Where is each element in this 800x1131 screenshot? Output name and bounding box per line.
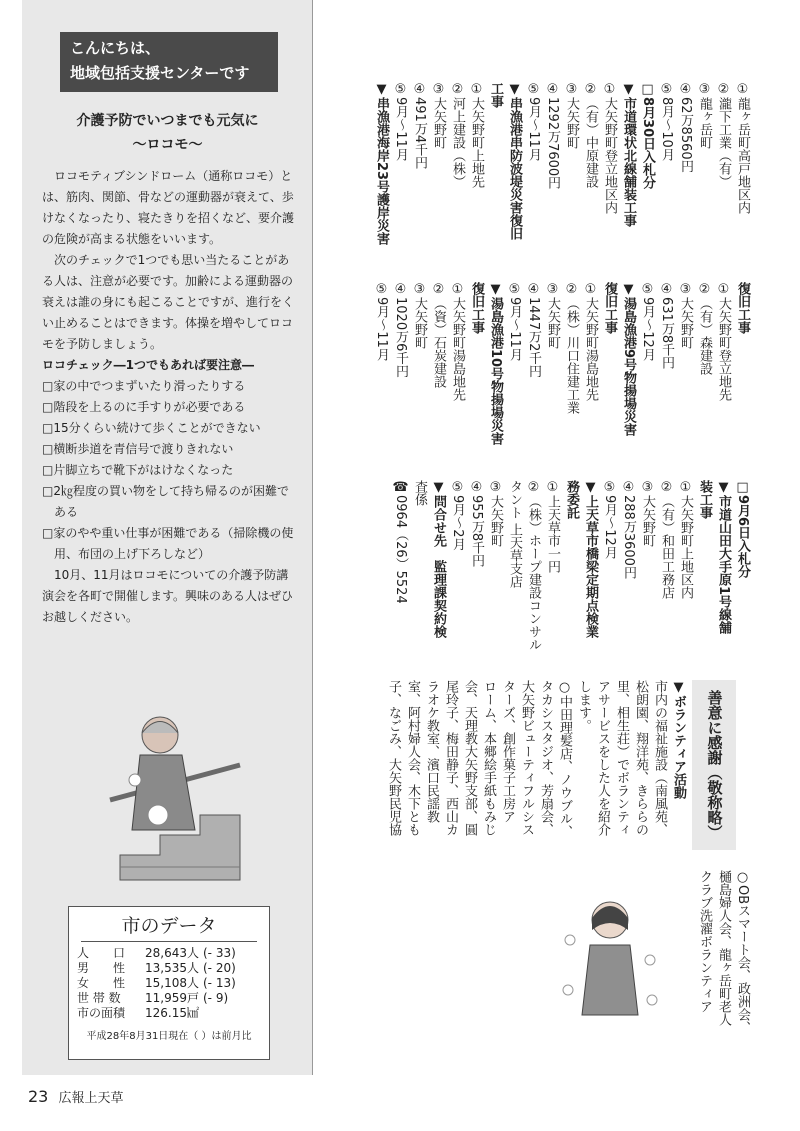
data-value: 28,643人 bbox=[145, 946, 199, 960]
bid-line: ①上天草市一円 bbox=[545, 480, 560, 573]
paragraph: 次のチェックで1つでも思い当たることがある人は、注意が必要です。加齢による運動器の衰えは誰の身にも起こることですが、進行をくい止めることはできます。体操を増やしてロコモを予防しましょう。 bbox=[42, 253, 295, 351]
data-row bbox=[69, 976, 269, 991]
data-row bbox=[69, 1006, 269, 1021]
bid-line: ▼湯島漁港9号物揚場災害 bbox=[621, 282, 636, 437]
bid-line: □8月30日入札分 bbox=[640, 82, 655, 190]
data-value: 126.15㎢ bbox=[145, 1006, 199, 1020]
data-note: 平成28年8月31日現在（ ）は前月比 bbox=[86, 1031, 252, 1042]
smiling-woman-illustration bbox=[560, 890, 660, 1030]
data-label: 人 口 bbox=[77, 946, 126, 960]
bid-line: 松朗園、翔洋苑、きららの bbox=[633, 680, 648, 836]
bid-line: ①大矢野町湯島地先 bbox=[450, 282, 465, 401]
bid-line: ②（有）森建設 bbox=[697, 282, 712, 375]
bid-line: ③大矢野町 bbox=[678, 282, 693, 349]
article-body bbox=[42, 166, 300, 628]
bid-list-top bbox=[372, 82, 752, 282]
check-item: □15分くらい続けて歩くことができない bbox=[42, 421, 261, 435]
bid-line: ①大矢野町上地区内 bbox=[678, 480, 693, 599]
data-value: 15,108人 bbox=[145, 976, 199, 990]
bid-line: ▼湯島漁港10号物揚場災害 bbox=[488, 282, 503, 446]
data-diff: (- 33) bbox=[203, 946, 236, 960]
paragraph: 10月、11月はロコモについての介護予防講演会を各町で開催します。興味のある人はぜひお越しください。 bbox=[42, 568, 294, 624]
bid-line: ○OBスマート会、政洲会、 bbox=[735, 870, 750, 1035]
bid-line: ⑤9月～12月 bbox=[640, 282, 655, 361]
bid-line: ④288万3600円 bbox=[621, 480, 636, 579]
bid-line: ③大矢野町 bbox=[564, 82, 579, 149]
check-item: □横断歩道を青信号で渡りきれない bbox=[42, 442, 234, 456]
bid-line: ②瀧下工業（有） bbox=[716, 82, 731, 188]
bid-line: ③龍ヶ岳町 bbox=[697, 82, 712, 149]
bid-line: ②（資）石炭建設 bbox=[431, 282, 446, 388]
bid-line: ①龍ヶ岳町高戸地区内 bbox=[735, 82, 750, 214]
bid-line: ⑤9月～11月 bbox=[526, 82, 541, 161]
thanks-title: 善意に感謝（敬称略） bbox=[705, 690, 724, 840]
header-line2: 地域包括支援センターです bbox=[70, 64, 250, 82]
bid-line: クラブ洗濯ボランティア bbox=[697, 870, 712, 1013]
bid-line: ▼ボランティア活動 bbox=[671, 680, 686, 799]
bid-line: ③大矢野町 bbox=[640, 480, 655, 547]
bid-line: ①大矢野町登立地区内 bbox=[602, 82, 617, 214]
section-header bbox=[60, 32, 278, 92]
bid-line: ②（有）中原建設 bbox=[583, 82, 598, 188]
bid-line: □9月6日入札分 bbox=[735, 480, 750, 579]
check-item: □階段を上るのに手すりが必要である bbox=[42, 400, 246, 414]
bid-line: ○中田理髪店、ノウブル、 bbox=[557, 680, 572, 838]
bid-line: ⑤9月～11月 bbox=[374, 282, 389, 361]
data-value: 11,959戸 bbox=[145, 991, 199, 1005]
bid-line: 大矢野ビューティフルシス bbox=[519, 680, 534, 836]
bid-line: 復旧工事 bbox=[602, 282, 617, 334]
bid-line: ③大矢野町 bbox=[431, 82, 446, 149]
bid-line: 尾玲子、梅田静子、西山カ bbox=[443, 680, 458, 836]
bid-line: ④1020万6千円 bbox=[393, 282, 408, 378]
thanks-list bbox=[320, 680, 688, 870]
bid-line: ②（株）川口住建工業 bbox=[564, 282, 579, 414]
bid-line: ▼串漁港串防波堤災害復旧 bbox=[507, 82, 522, 240]
bid-line: ④1447万2千円 bbox=[526, 282, 541, 378]
bid-line: します。 bbox=[576, 680, 591, 732]
data-row bbox=[69, 991, 269, 1006]
data-label: 男 性 bbox=[77, 961, 126, 975]
bid-line: ②河上建設（株） bbox=[450, 82, 465, 188]
bid-line: タント 上天草支店 bbox=[507, 480, 522, 589]
check-item: □家の中でつまずいたり滑ったりする bbox=[42, 379, 246, 393]
bid-line: ②（株）ホープ建設コンサル bbox=[526, 480, 541, 651]
bid-line: タカシスタジオ、芳扇会、 bbox=[538, 680, 553, 836]
bid-line: 復旧工事 bbox=[735, 282, 750, 334]
bid-line: ④491万4千円 bbox=[412, 82, 427, 170]
check-item: □家のやや重い仕事が困難である（掃除機の使用、布団の上げ下ろしなど） bbox=[42, 526, 294, 561]
data-row bbox=[69, 946, 269, 961]
data-diff bbox=[199, 1006, 261, 1021]
bid-line: ⑤9月～2月 bbox=[450, 480, 465, 551]
bid-line: ④1292万7600円 bbox=[545, 82, 560, 190]
bid-list-bottom bbox=[391, 480, 752, 670]
divider bbox=[81, 941, 257, 942]
data-diff: (- 13) bbox=[203, 976, 236, 990]
bid-line: ▼問合せ先 監理課契約検 bbox=[431, 480, 446, 638]
data-value: 13,535人 bbox=[145, 961, 199, 975]
check-item: □2㎏程度の買い物をして持ち帰るのが困難である bbox=[42, 484, 289, 519]
bid-line: ターズ、創作菓子工房ア bbox=[500, 680, 515, 823]
bid-line: ▼市道山田大手原1号線舗 bbox=[716, 480, 731, 635]
thanks-tail bbox=[695, 870, 752, 1050]
bid-line: ①大矢野町湯島地先 bbox=[583, 282, 598, 401]
bid-line: ☎0964（26）5524 bbox=[393, 480, 408, 604]
bid-line: ①大矢野町登立地先 bbox=[716, 282, 731, 401]
bid-line: ③大矢野町 bbox=[545, 282, 560, 349]
article-subtitle: ～ロコモ～ bbox=[132, 137, 203, 153]
bid-line: ⑤9月～11月 bbox=[393, 82, 408, 161]
bid-line: ①大矢野町上地先 bbox=[469, 82, 484, 188]
article-title: 介護予防でいつまでも元気に bbox=[76, 113, 259, 129]
bid-line: ②（有）和田工務店 bbox=[659, 480, 674, 599]
bid-line: ⑤9月～12月 bbox=[602, 480, 617, 559]
bid-line: ③大矢野町 bbox=[488, 480, 503, 547]
bid-line: ④631万8千円 bbox=[659, 282, 674, 370]
bid-line: 工事 bbox=[488, 82, 503, 108]
bid-line: ▼市道環状北線舗装工事 bbox=[621, 82, 636, 227]
bid-line: ③大矢野町 bbox=[412, 282, 427, 349]
publication-name: 広報上天草 bbox=[58, 1091, 124, 1106]
bid-line: 復旧工事 bbox=[469, 282, 484, 334]
check-heading: ロコチェック―1つでもあれば要注意― bbox=[42, 358, 254, 372]
data-label: 女 性 bbox=[77, 976, 126, 990]
bid-line: ⑤9月～11月 bbox=[507, 282, 522, 361]
header-line1: こんにちは、 bbox=[70, 39, 161, 57]
check-item: □片脚立ちで靴下がはけなくなった bbox=[42, 463, 234, 477]
bid-line: ④62万8560円 bbox=[678, 82, 693, 173]
bid-line: 室、阿村婦人会、木下とも bbox=[405, 680, 420, 836]
bid-line: 装工事 bbox=[697, 480, 712, 519]
bid-line: アサービスをした人を紹介 bbox=[595, 680, 610, 836]
city-data-box bbox=[68, 906, 270, 1060]
data-label: 市の面積 bbox=[77, 1006, 126, 1020]
data-diff: (- 9) bbox=[203, 991, 229, 1005]
thanks-title-box bbox=[692, 680, 736, 850]
page-footer bbox=[28, 1087, 124, 1106]
data-row bbox=[69, 961, 269, 976]
bid-line: ④955万8千円 bbox=[469, 480, 484, 568]
bid-line: 会、天理教大矢野支部、圓 bbox=[462, 680, 477, 836]
bid-line: 査係 bbox=[412, 480, 427, 506]
bid-line: ⑤8月～10月 bbox=[659, 82, 674, 161]
elderly-woman-stairs-illustration bbox=[100, 705, 250, 890]
data-diff: (- 20) bbox=[203, 961, 236, 975]
bid-line: 里、相生荘）でボランティ bbox=[614, 680, 629, 836]
bid-line: ▼串漁港海岸23号護岸災害 bbox=[374, 82, 389, 246]
bid-list-middle bbox=[372, 282, 752, 472]
data-label: 世 帯 数 bbox=[77, 991, 121, 1005]
divider bbox=[312, 0, 313, 1075]
bid-line: ローム、本郷絵手紙もみじ bbox=[481, 680, 496, 836]
bid-line: 子、なごみ、大矢野民児協 bbox=[386, 680, 401, 836]
bid-line: ラオケ教室、濱口民謡教 bbox=[424, 680, 439, 823]
bid-line: 市内の福祉施設（南風苑、 bbox=[652, 680, 667, 836]
bid-line: 樋島婦人会、龍ヶ岳町老人 bbox=[716, 870, 731, 1026]
bid-line: 務委託 bbox=[564, 480, 579, 519]
page-number: 23 bbox=[28, 1087, 49, 1106]
bid-line: ▼上天草市橋梁定期点検業 bbox=[583, 480, 598, 638]
paragraph: ロコモティブシンドローム（通称ロコモ）とは、筋肉、関節、骨などの運動器が衰えて、歩けなくなったり、寝たきりを招くなど、要介護の危険が高まる状態をいいます。 bbox=[42, 169, 295, 246]
city-data-title: 市のデータ bbox=[121, 915, 217, 937]
